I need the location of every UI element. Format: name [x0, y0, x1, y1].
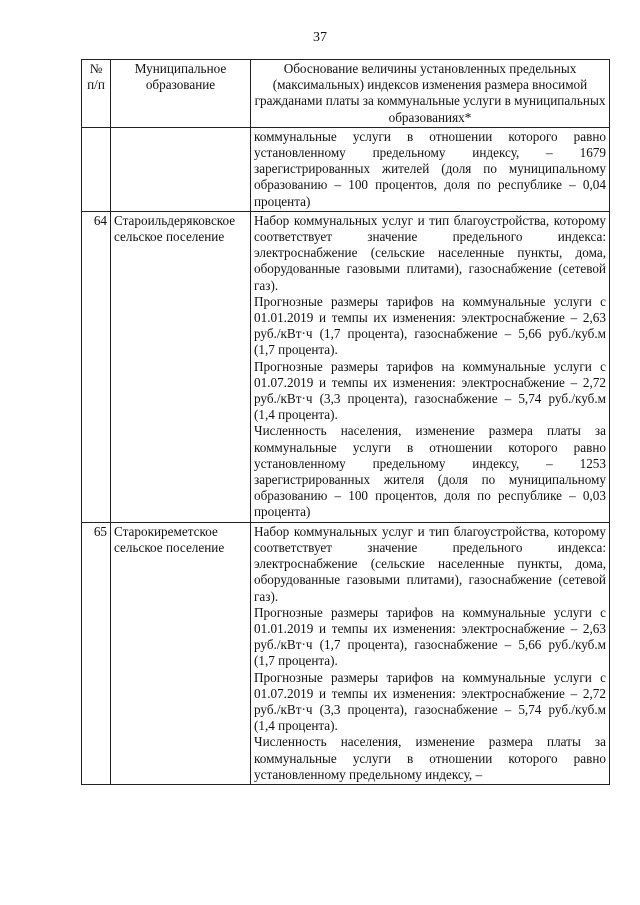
table-row [82, 522, 610, 784]
tariff-table [81, 59, 610, 785]
justification-paragraph: Прогнозные размеры тарифов на коммунальные услуги с 01.07.2019 и темпы их изменения: электроснабжение – 2,72 руб./кВт·ч (3,3 процента), газоснабжение – 5,74 руб./куб.м (1,4 процента). [254, 358, 606, 423]
table-row [82, 127, 610, 211]
page-number: 37 [313, 30, 327, 45]
municipality-name: Староильдеряковское сельское поселение [111, 211, 251, 522]
justification-paragraph: Прогнозные размеры тарифов на коммунальные услуги с 01.01.2019 и темпы их изменения: электроснабжение – 2,63 руб./кВт·ч (1,7 процента), газоснабжение – 5,66 руб./куб.м (1,7 процента). [254, 604, 606, 669]
row-number: 65 [82, 522, 111, 784]
table-row [82, 211, 610, 522]
justification-cell [251, 522, 610, 784]
justification-paragraph: Набор коммунальных услуг и тип благоустройства, которому соответствует значение предельного индекса: электроснабжение (сельские населенные пункты, дома, оборудованные газовыми плитами), газоснабжение (сетевой газ). [254, 212, 606, 293]
header-num: № п/п [82, 60, 111, 128]
justification-paragraph: Численность населения, изменение размера платы за коммунальные услуги в отношении которого равно установленному предельному индексу, – 1253 зарегистрированных жителя (доля по муниципальному образованию – 100 процентов, доля по республике – 0,03 процента) [254, 423, 606, 520]
justification-cell [251, 211, 610, 522]
justification-cell [251, 127, 610, 211]
table-header-row [82, 60, 610, 128]
municipality-name: Старокиреметское сельское поселение [111, 522, 251, 784]
justification-paragraph: Набор коммунальных услуг и тип благоустройства, которому соответствует значение предельного индекса: электроснабжение (сельские населенные пункты, дома, оборудованные газовыми плитами), газоснабжение (сетевой газ). [254, 523, 606, 604]
justification-paragraph: Прогнозные размеры тарифов на коммунальные услуги с 01.01.2019 и темпы их изменения: электроснабжение – 2,63 руб./кВт·ч (1,7 процента), газоснабжение – 5,66 руб./куб.м (1,7 процента). [254, 293, 606, 358]
table-body [82, 127, 610, 784]
row-number: 64 [82, 211, 111, 522]
header-justification: Обоснование величины установленных предельных (максимальных) индексов изменения размера вносимой гражданами платы за коммунальные услуги в муниципальных образованиях* [251, 60, 610, 128]
header-municipality: Муниципальное образование [111, 60, 251, 128]
justification-paragraph: Прогнозные размеры тарифов на коммунальные услуги с 01.07.2019 и темпы их изменения: электроснабжение – 2,72 руб./кВт·ч (3,3 процента), газоснабжение – 5,74 руб./куб.м (1,4 процента). [254, 669, 606, 734]
justification-paragraph: коммунальные услуги в отношении которого равно установленному предельному индексу, – 1679 зарегистрированных жителей (доля по муниципальному образованию – 100 процентов, доля по республике – 0,04 процента) [254, 128, 606, 209]
municipality-name [111, 127, 251, 211]
justification-paragraph: Численность населения, изменение размера платы за коммунальные услуги в отношении которого равно установленному предельному индексу, – [254, 734, 606, 782]
row-number [82, 127, 111, 211]
